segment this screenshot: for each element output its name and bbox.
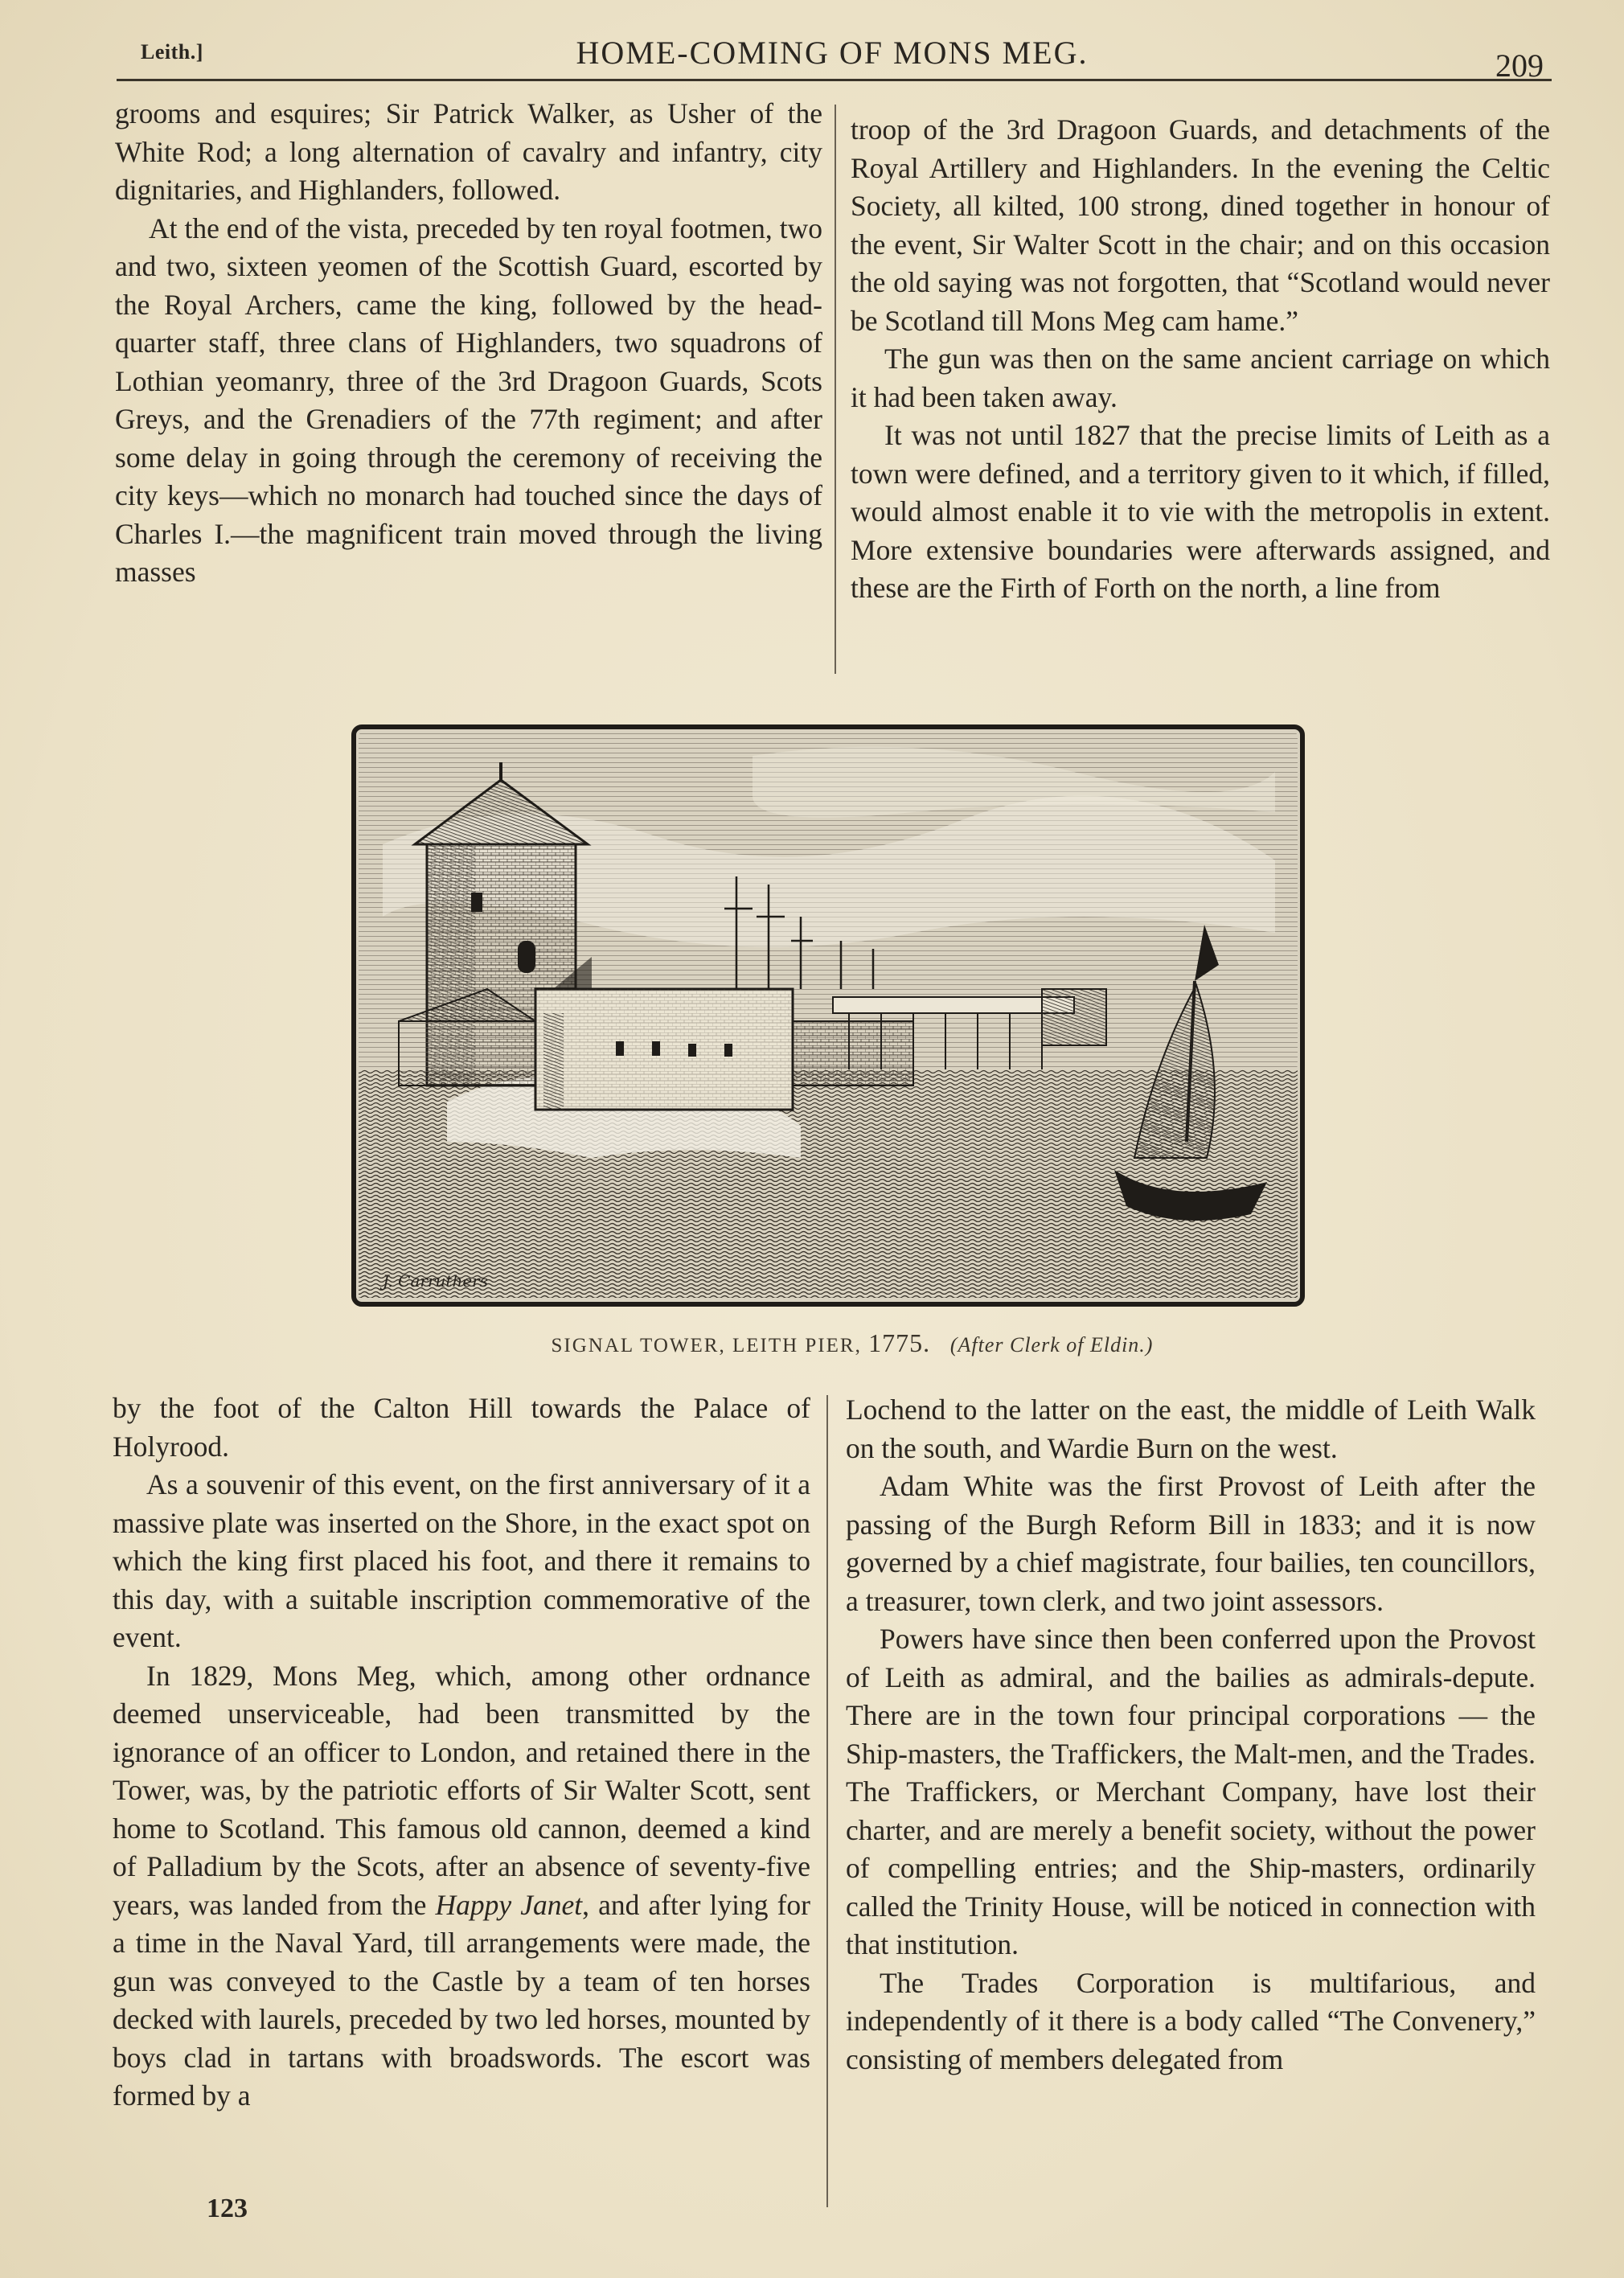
column-3 bbox=[113, 1389, 810, 2116]
running-head-left: Leith.] bbox=[141, 40, 203, 64]
caption-credit: (After Clerk of Eldin.) bbox=[949, 1333, 1154, 1357]
page-number: 209 bbox=[1495, 47, 1544, 84]
running-header bbox=[113, 34, 1552, 82]
paragraph: It was not until 1827 that the precise limits of Leith as a town were defined, and a territory given to it which, if filled, would almost enable it to vie with the metropolis in extent. More extensive boundaries were afterwards assigned, and these are the Firth of Forth on the north, a line from bbox=[851, 419, 1550, 604]
paragraph-text: , and after lying for a time in the Naval Yard, till arrangements were made, the gun was conveyed to the Castle by a team of ten horses decked with laurels, preceded by two led horses, mounted by boys clad in tartans with broadswords. The escort was formed by a bbox=[113, 1888, 810, 2112]
paragraph: As a souvenir of this event, on the first anniversary of it a massive plate was inserted on the Shore, in the exact spot on which the king first placed his foot, and there it remains to this day, with a suitable inscription commemorative of the event. bbox=[113, 1468, 810, 1653]
column-2 bbox=[851, 111, 1550, 608]
header-rule bbox=[117, 79, 1552, 81]
paragraph: Adam White was the first Provost of Leith after the passing of the Burgh Reform Bill in 1833; and it is now governed by a chief magistrate, four bailies, ten councillors, a treasurer, town clerk, and two joint assessors. bbox=[846, 1470, 1536, 1617]
paragraph: At the end of the vista, preceded by ten royal footmen, two and two, sixteen yeomen of the Scottish Guard, escorted by the Royal Archers, came the king, followed by the head-quarter staff, three clans of Highlanders, two squadrons of Lothian yeomanry, three of the 3rd Dragoon Guards, Scots Greys, and the Grenadiers of the 77th regiment; and after some delay in going through the ceremony of receiving the city keys—which no monarch had touched since the days of Charles I.—the magnificent train moved through the living masses bbox=[115, 211, 822, 588]
column-divider bbox=[835, 105, 836, 674]
engraving-signal-tower bbox=[351, 724, 1306, 1307]
column-4 bbox=[846, 1391, 1536, 2079]
engraver-signature: J. Carruthers bbox=[383, 1271, 488, 1291]
caption-year: 1775. bbox=[868, 1328, 931, 1357]
running-title: HOME-COMING OF MONS MEG. bbox=[576, 35, 1089, 71]
column-1 bbox=[115, 95, 822, 592]
paragraph: Powers have since then been conferred upon the Provost of Leith as admiral, and the bailies as admirals-depute. There are in the town four principal corporations — the Ship-masters, the Traffickers, the Malt-men, and the Trades. The Traffickers, or Merchant Company, have lost their charter, and are merely a benefit society, without the power of compelling entries; and the Ship-masters, ordinarily called the Trinity House, will be noticed in connection with that institution. bbox=[846, 1623, 1536, 1960]
paragraph: grooms and esquires; Sir Patrick Walker, as Usher of the White Rod; a long alternation of cavalry and infantry, city dignitaries, and Highlanders, followed. bbox=[115, 97, 822, 206]
paragraph: by the foot of the Calton Hill towards the Palace of Holyrood. bbox=[113, 1392, 810, 1463]
figure-caption bbox=[450, 1328, 1254, 1358]
paragraph-text: In 1829, Mons Meg, which, among other ordnance deemed unserviceable, had been transmitted by the ignorance of an officer to London, and retained there in the Tower, was, by the patriotic efforts of Sir Walter Scott, sent home to Scotland. This famous old cannon, deemed a kind of Palladium by the Scots, after an absence of seventy-five years, was landed from the bbox=[113, 1659, 810, 1921]
paragraph: troop of the 3rd Dragoon Guards, and detachments of the Royal Artillery and Highlanders. In the evening the Celtic Society, all kilted, 100 strong, dined together in honour of the event, Sir Walter Scott in the chair; and on this occasion the old saying was not forgotten, that “Scotland would never be Scotland till Mons Meg cam hame.” bbox=[851, 113, 1550, 337]
column-divider bbox=[826, 1395, 828, 2207]
paragraph: The gun was then on the same ancient carriage on which it had been taken away. bbox=[851, 343, 1550, 413]
paragraph bbox=[113, 1657, 810, 2116]
signature-mark: 123 bbox=[207, 2194, 248, 2223]
ship-name: Happy Janet bbox=[435, 1888, 583, 1921]
paragraph: Lochend to the latter on the east, the middle of Leith Walk on the south, and Wardie Burn on the west. bbox=[846, 1393, 1536, 1464]
paragraph: The Trades Corporation is multifarious, and independently of it there is a body called “The Convenery,” consisting of members delegated from bbox=[846, 1966, 1536, 2075]
caption-title: SIGNAL TOWER, LEITH PIER, bbox=[551, 1335, 862, 1357]
